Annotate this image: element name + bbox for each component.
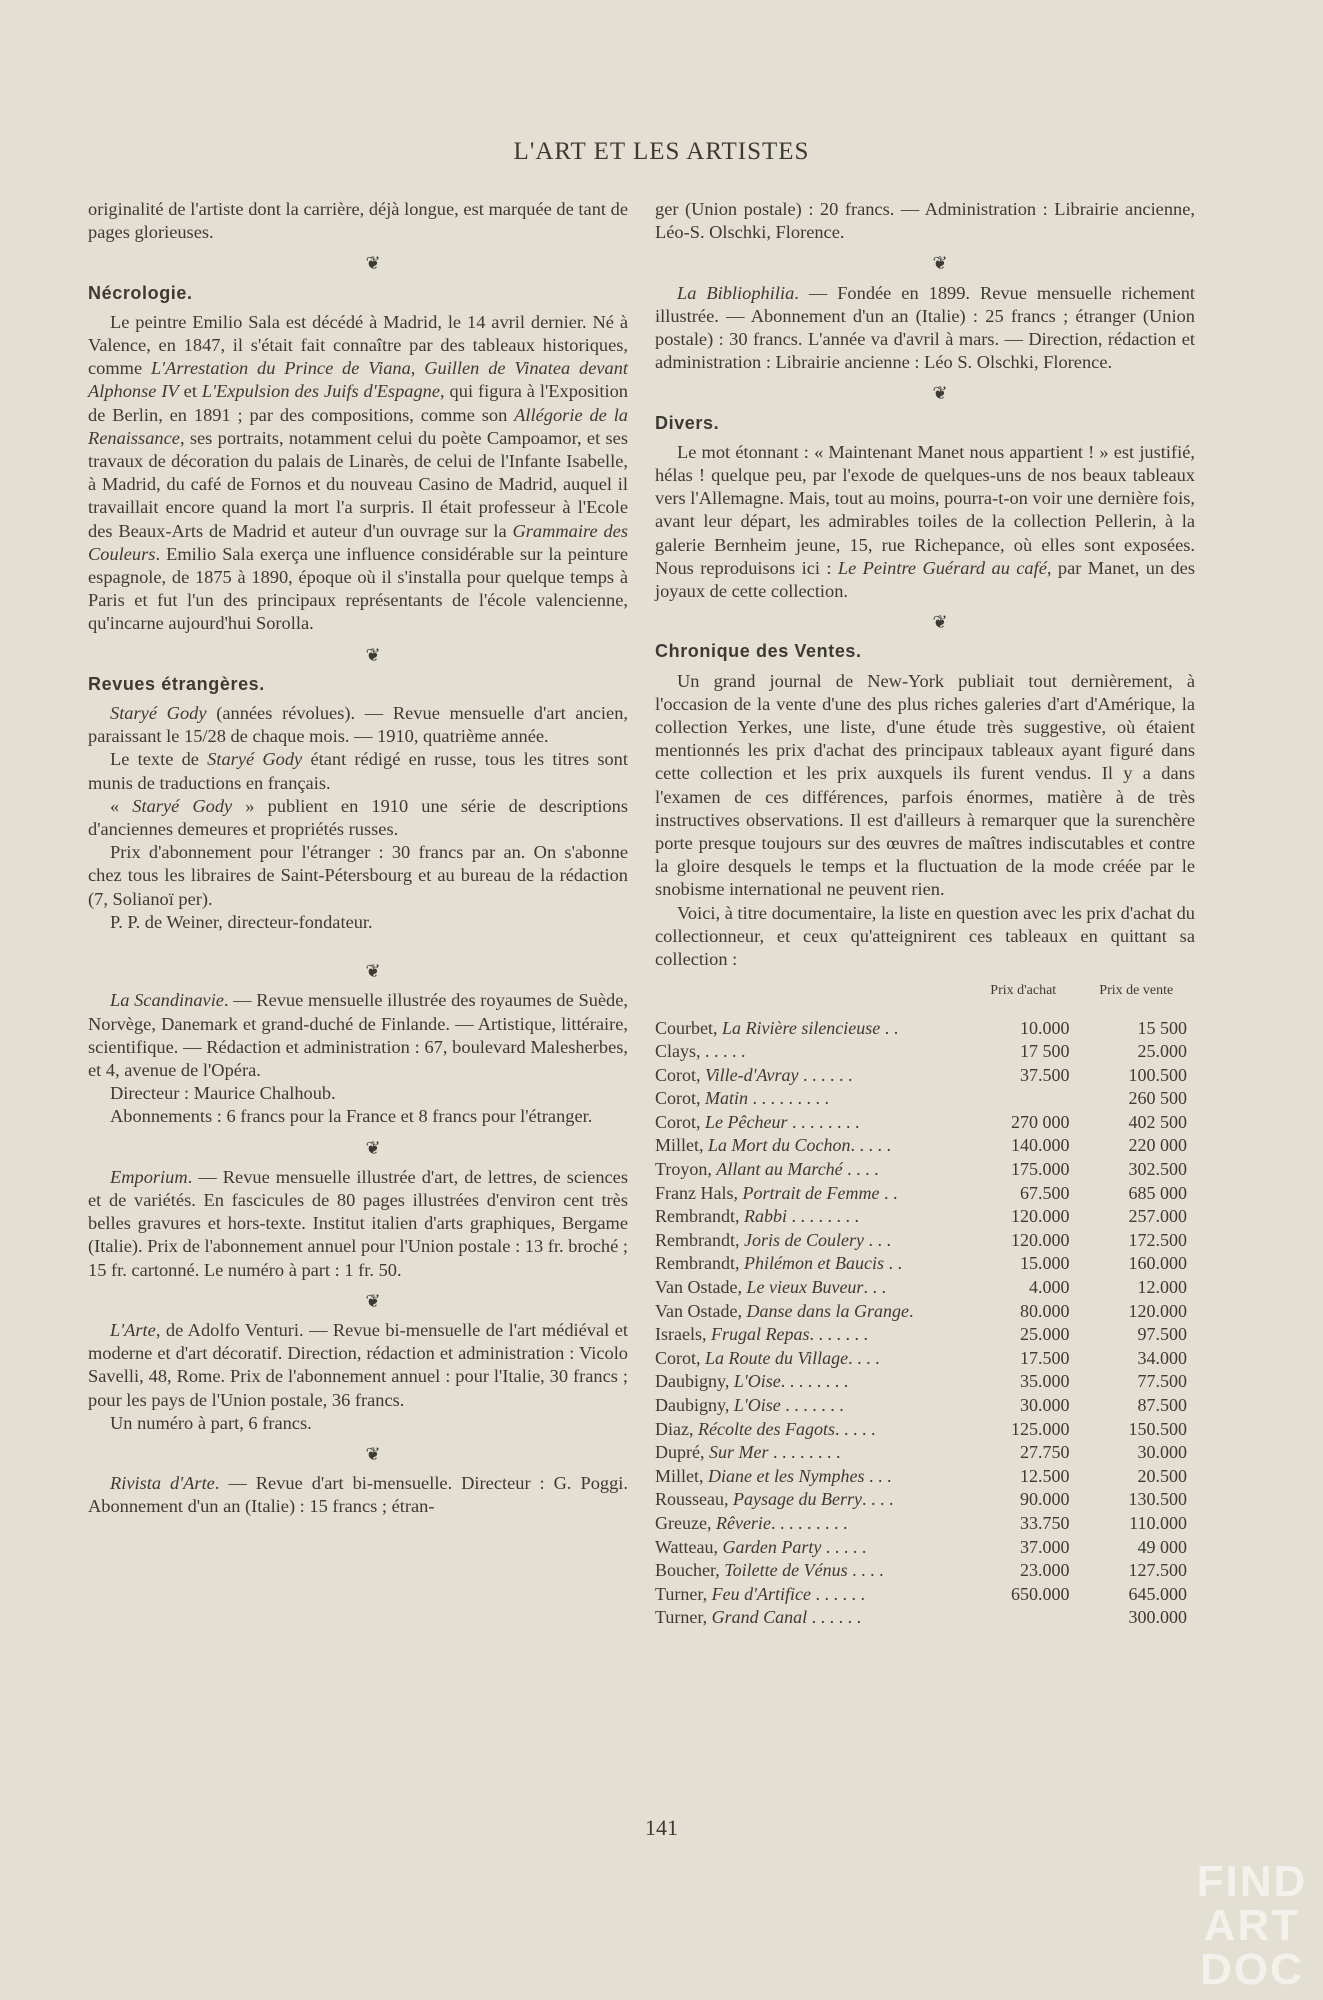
- painting-title: Feu d'Artifice: [711, 1583, 811, 1604]
- painter-name: Turner,: [655, 1583, 712, 1604]
- necrologie-paragraph: Le peintre Emilio Sala est décédé à Madrid, le 14 avril dernier. Né à Valence, en 1847, il s'était fait connaître par des tableaux historiques, comme L'Arrestation du Prince de Viana, Guillen de Vinatea devant Alphonse IV et L'Expulsion des Juifs d'Espagne, qui figura à l'Exposition de Berlin, en 1891 ; par des compositions, comme son Allégorie de la Renaissance, ses portraits, notamment celui du poète Campoamor, et ses travaux de décoration du palais de Linarès, de celui de l'Infante Isabelle, à Madrid, du café de Fornos et du nouveau Casino de Madrid, auquel il travaillait encore quand la mort l'a surpris. Il était professeur à l'Ecole des Beaux-Arts de Madrid et auteur d'un ouvrage sur la Grammaire des Couleurs. Emilio Sala exerça une influence considérable sur la peinture espagnole, de 1875 à 1890, époque où il s'installa pour quelque temps à Paris et fut l'un des principaux représentants de l'école valencienne, qu'incarne aujourd'hui Sorolla.: [88, 311, 629, 634]
- purchase-price: 17 500: [1019, 1041, 1070, 1062]
- page-number: 141: [645, 1815, 678, 1840]
- watermark-logo: [1187, 1857, 1317, 1994]
- staryegody-director: P. P. de Weiner, directeur-fondateur.: [110, 911, 373, 932]
- painting-cell: [655, 1606, 969, 1630]
- fleuron-ornament: ❦: [365, 1137, 381, 1158]
- leader-dots: . .: [883, 1253, 902, 1274]
- table-row: [655, 1229, 1195, 1253]
- table-row: [655, 1323, 1195, 1347]
- painting-cell: [655, 1559, 969, 1583]
- purchase-price: [969, 1606, 1077, 1630]
- painting-title: Allant au Marché: [716, 1159, 843, 1180]
- painting-cell: [655, 1111, 969, 1135]
- leader-dots: . . . . .: [821, 1536, 867, 1557]
- painter-name: Greuze,: [655, 1512, 716, 1533]
- sale-price: 97.500: [1137, 1324, 1187, 1345]
- sale-price: 150.500: [1128, 1418, 1187, 1439]
- sale-price: 300.000: [1128, 1607, 1187, 1628]
- sale-price: 127.500: [1128, 1560, 1187, 1581]
- painting-title: Matin: [705, 1088, 749, 1109]
- painting-title: Rabbi: [743, 1206, 787, 1227]
- painting-title: Rêverie: [715, 1512, 771, 1533]
- sale-price: 160.000: [1128, 1253, 1187, 1274]
- painting-cell: [655, 1182, 969, 1206]
- leader-dots: . . . . . . .: [809, 1324, 868, 1345]
- purchase-price: 35.000: [1019, 1371, 1070, 1392]
- leader-dots: . . . . .: [834, 1418, 876, 1439]
- purchase-price: 120.000: [1010, 1206, 1070, 1227]
- ventes-paragraph-2: Voici, à titre documentaire, la liste en question avec les prix d'achat du collectionneur, et ceux qu'atteignirent ces tableaux en quittant sa collection :: [655, 902, 1195, 970]
- leader-dots: . . . .: [842, 1159, 879, 1180]
- painter-name: Van Ostade,: [655, 1300, 747, 1321]
- column-header-sale-price: Prix de vente: [1099, 983, 1174, 999]
- painting-cell: [655, 1583, 969, 1607]
- purchase-price: 12.500: [1019, 1465, 1070, 1486]
- purchase-price: [969, 1087, 1077, 1111]
- painter-name: Corot,: [655, 1111, 706, 1132]
- painter-name: Corot,: [655, 1347, 706, 1368]
- section-title-revues: Revues étrangères.: [88, 673, 265, 694]
- column-header-buy-price: Prix d'achat: [990, 983, 1057, 999]
- purchase-price: 140.000: [1010, 1135, 1070, 1156]
- larte-paragraph: L'Arte, de Adolfo Venturi. — Revue bi-mensuelle de l'art médiéval et moderne et d'art décoratif. Direction, rédaction et administration : Vicolo Savelli, 48, Rome. Prix de l'abonnement annuel : pour l'Italie, 30 francs ; pour les pays de l'Union postale, 36 francs.: [88, 1319, 628, 1410]
- sale-price: 220 000: [1128, 1135, 1187, 1156]
- table-row: [655, 1536, 1195, 1560]
- sale-price: 302.500: [1128, 1159, 1187, 1180]
- painting-title: Danse dans la Grange: [746, 1300, 909, 1321]
- leader-dots: . . . . . . . .: [787, 1111, 860, 1132]
- leader-dots: . . . .: [848, 1347, 880, 1368]
- painting-cell: [655, 1134, 969, 1158]
- leader-dots: . . . . . . .: [780, 1395, 844, 1415]
- leader-dots: . . . . .: [700, 1041, 746, 1062]
- sale-price: 49 000: [1137, 1536, 1187, 1557]
- purchase-price: 175.000: [1010, 1159, 1070, 1180]
- table-row: [655, 1347, 1195, 1371]
- section-title-ventes: Chronique des Ventes.: [655, 641, 862, 662]
- sale-price: 130.500: [1128, 1489, 1187, 1510]
- divers-paragraph: Le mot étonnant : « Maintenant Manet nous appartient ! » est justifié, hélas ! quelque peu, par l'exode de quelques-uns de nos beaux tableaux vers l'Allemagne. Mais, tout au moins, pourra-t-on voir une dernière fois, avant leur départ, les admirables toiles de la collection Pellerin, à la galerie Bernheim jeune, 15, rue Richepance, où elles sont exposées. Nous reproduisons ici : Le Peintre Guérard au café, par Manet, un des joyaux de cette collection.: [655, 441, 1195, 602]
- painting-cell: [655, 1252, 969, 1276]
- painting-cell: [655, 1512, 969, 1536]
- table-row: [655, 1441, 1195, 1465]
- table-row: [655, 1276, 1195, 1300]
- purchase-price: 90.000: [1019, 1489, 1070, 1510]
- painter-name: Courbet,: [655, 1017, 722, 1038]
- scandinavie-subscriptions: Abonnements : 6 francs pour la France et 8 francs pour l'étranger.: [110, 1106, 593, 1127]
- painting-title: Sur Mer: [708, 1442, 769, 1463]
- painting-cell: [655, 1536, 969, 1560]
- table-row: [655, 1087, 1195, 1111]
- painter-name: Rembrandt,: [655, 1206, 744, 1227]
- table-row: [655, 1017, 1195, 1041]
- table-row: [655, 1040, 1195, 1064]
- painting-cell: [655, 1370, 969, 1394]
- painter-name: Israels,: [655, 1324, 711, 1345]
- staryegody-paragraph-2: Le texte de Staryé Gody étant rédigé en russe, tous les titres sont munis de traductions en français.: [88, 749, 628, 793]
- painting-title: Paysage du Berry: [733, 1489, 862, 1510]
- sale-price: 34.000: [1137, 1347, 1187, 1368]
- table-row: [655, 1488, 1195, 1512]
- sales-table: [655, 979, 1195, 1630]
- purchase-price: 120.000: [1010, 1229, 1070, 1250]
- painting-title: Ville-d'Avray: [705, 1064, 799, 1085]
- sale-price: 87.500: [1137, 1395, 1187, 1415]
- scandinavie-paragraph: La Scandinavie. — Revue mensuelle illustrée des royaumes de Suède, Norvège, Danemark et grand-duché de Finlande. — Artistique, littéraire, scientifique. — Rédaction et administration : 67, boulevard Malesherbes, et 4, avenue de l'Opéra.: [88, 990, 629, 1080]
- sale-price: 402 500: [1128, 1111, 1187, 1132]
- bibliophilia-paragraph: La Bibliophilia. — Fondée en 1899. Revue mensuelle richement illustrée. — Abonnement d'un an (Italie) : 25 francs ; étranger (Union postale) : 30 francs. L'année va d'avril à mars. — Direction, rédaction et administration : Librairie ancienne : Léo S. Olschki, Florence.: [655, 282, 1195, 373]
- leader-dots: . . .: [863, 1229, 891, 1250]
- sale-price: 20.500: [1137, 1465, 1187, 1486]
- painting-title: La Rivière silencieuse: [722, 1017, 881, 1038]
- painting-cell: [655, 1040, 969, 1064]
- painting-title: L'Oise: [733, 1371, 781, 1392]
- purchase-price: 80.000: [1019, 1300, 1070, 1321]
- sales-table-header: [655, 979, 1195, 1016]
- painting-cell: [655, 1300, 969, 1324]
- leader-dots: . . . . .: [850, 1135, 892, 1156]
- painting-cell: [655, 1465, 969, 1489]
- painter-name: Rembrandt,: [655, 1229, 744, 1250]
- painter-name: Franz Hals,: [655, 1182, 743, 1203]
- emporium-paragraph: Emporium. — Revue mensuelle illustrée d'art, de lettres, de sciences et de variétés. En fascicules de 80 pages illustrées d'environ cent très belles gravures et hors-texte. Institut italien d'arts graphiques, Bergame (Italie). Prix de l'abonnement annuel pour l'Union postale : 13 fr. broché ; 15 fr. cartonné. Le numéro à part : 1 fr. 50.: [88, 1166, 628, 1280]
- section-title-necrologie: Nécrologie.: [88, 282, 193, 303]
- purchase-price: 650.000: [1010, 1583, 1070, 1604]
- sale-price: 100.500: [1128, 1064, 1187, 1085]
- painting-title: Récolte des Fagots: [697, 1418, 835, 1439]
- watermark-line: FIND: [1196, 1857, 1308, 1906]
- intro-paragraph: originalité de l'artiste dont la carrière, déjà longue, est marquée de tant de pages glorieuses.: [88, 199, 628, 243]
- painter-name: Boucher,: [655, 1560, 725, 1581]
- larte-issue-price: Un numéro à part, 6 francs.: [110, 1412, 312, 1433]
- purchase-price: 23.000: [1019, 1560, 1070, 1581]
- purchase-price: 270 000: [1010, 1111, 1070, 1132]
- table-row: [655, 1606, 1195, 1630]
- leader-dots: . . . . . . . .: [780, 1371, 849, 1392]
- painting-title: La Route du Village: [705, 1347, 849, 1368]
- watermark-line: DOC: [1200, 1945, 1304, 1994]
- table-row: [655, 1418, 1195, 1442]
- painting-title: Frugal Repas: [710, 1324, 810, 1345]
- painting-title: Le vieux Buveur: [746, 1277, 864, 1298]
- painting-title: Diane et les Nymphes: [708, 1465, 865, 1486]
- painting-title: La Mort du Cochon: [708, 1135, 851, 1156]
- leader-dots: . . .: [863, 1277, 886, 1298]
- sales-table-body: [655, 1017, 1195, 1630]
- staryegody-paragraph: Staryé Gody (années révolues). — Revue mensuelle d'art ancien, paraissant le 15/28 de chaque mois. — 1910, quatrième année.: [88, 703, 628, 747]
- leader-dots: . .: [879, 1182, 898, 1203]
- purchase-price: 27.750: [1019, 1442, 1070, 1463]
- fleuron-ornament: ❦: [932, 612, 948, 633]
- painting-cell: [655, 1347, 969, 1371]
- painter-name: Van Ostade,: [655, 1277, 747, 1298]
- leader-dots: .: [908, 1300, 914, 1321]
- staryegody-price: Prix d'abonnement pour l'étranger : 30 francs par an. On s'abonne chez tous les libraires de Saint-Pétersbourg et au bureau de la rédaction (7, Solianoï per).: [88, 842, 628, 909]
- table-row: [655, 1111, 1195, 1135]
- leader-dots: . . . . . .: [798, 1064, 853, 1085]
- painter-name: Daubigny,: [655, 1395, 734, 1415]
- table-row: [655, 1134, 1195, 1158]
- rivista-continuation: ger (Union postale) : 20 francs. — Administration : Librairie ancienne, Léo-S. Olschki, Florence.: [655, 199, 1195, 243]
- painting-title: Le Pêcheur: [705, 1111, 788, 1132]
- painter-name: Rembrandt,: [655, 1253, 744, 1274]
- fleuron-ornament: ❦: [365, 253, 381, 274]
- rivista-paragraph: Rivista d'Arte. — Revue d'art bi-mensuelle. Directeur : G. Poggi. Abonnement d'un an (Italie) : 15 francs ; étran-: [88, 1473, 629, 1517]
- painting-cell: [655, 1276, 969, 1300]
- purchase-price: 15.000: [1019, 1253, 1070, 1274]
- painter-name: Turner,: [655, 1607, 712, 1628]
- painting-title: Toilette de Vénus: [724, 1560, 848, 1581]
- ventes-paragraph: Un grand journal de New-York publiait tout dernièrement, à l'occasion de la vente d'une des plus riches galeries d'art d'Amérique, la collection Yerkes, une liste, d'une étude très suggestive, où étaient mentionnés les prix d'achat des principaux tableaux ayant figuré dans cette collection et les prix auxquels ils furent vendus. Il y a dans l'examen de ces différences, parfois énormes, matière à de très instructives observations. Il est d'ailleurs à remarquer que la surenchère porte presque toujours sur des œuvres de maîtres indiscutables et contre la gloire desquels le temps et la fluctuation de la mode créée par le snobisme international ne peuvent rien.: [655, 670, 1195, 900]
- painter-name: Diaz,: [655, 1418, 698, 1439]
- table-row: [655, 1182, 1195, 1206]
- left-column: [88, 198, 628, 1519]
- painter-name: Corot,: [655, 1064, 706, 1085]
- sale-price: 110.000: [1129, 1512, 1187, 1533]
- right-column: [655, 198, 1195, 1630]
- leader-dots: . . . . . .: [810, 1583, 865, 1604]
- sale-price: 685 000: [1128, 1182, 1187, 1203]
- painting-cell: [655, 1158, 969, 1182]
- table-row: [655, 1370, 1195, 1394]
- painting-title: Grand Canal: [711, 1607, 808, 1628]
- sale-price: 12.000: [1137, 1277, 1187, 1298]
- table-row: [655, 1158, 1195, 1182]
- table-row: [655, 1300, 1195, 1324]
- running-header: L'ART ET LES ARTISTES: [513, 138, 810, 165]
- sale-price: 15 500: [1137, 1017, 1187, 1038]
- sale-price: 120.000: [1128, 1300, 1187, 1321]
- painter-name: Clays,: [655, 1041, 701, 1062]
- purchase-price: 37.000: [1019, 1536, 1070, 1557]
- table-row: [655, 1559, 1195, 1583]
- table-row: [655, 1512, 1195, 1536]
- purchase-price: 30.000: [1019, 1395, 1070, 1415]
- sale-price: 257.000: [1128, 1206, 1187, 1227]
- painting-cell: [655, 1323, 969, 1347]
- painting-cell: [655, 1229, 969, 1253]
- leader-dots: . . .: [864, 1465, 892, 1486]
- leader-dots: . . . . . . . .: [768, 1442, 841, 1463]
- leader-dots: . . . .: [861, 1489, 894, 1510]
- painting-cell: [655, 1087, 969, 1111]
- painting-cell: [655, 1017, 969, 1041]
- painter-name: Watteau,: [655, 1536, 723, 1557]
- purchase-price: 25.000: [1019, 1324, 1070, 1345]
- table-row: [655, 1394, 1195, 1418]
- leader-dots: . . . .: [847, 1560, 884, 1581]
- table-row: [655, 1205, 1195, 1229]
- painter-name: Dupré,: [655, 1442, 709, 1463]
- purchase-price: 4.000: [1028, 1277, 1070, 1298]
- table-row: [655, 1465, 1195, 1489]
- painting-cell: [655, 1441, 969, 1465]
- painter-name: Corot,: [655, 1088, 706, 1109]
- painting-title: L'Oise: [733, 1395, 781, 1415]
- fleuron-ornament: ❦: [932, 253, 948, 274]
- painter-name: Troyon,: [655, 1159, 717, 1180]
- purchase-price: 33.750: [1019, 1512, 1070, 1533]
- painting-cell: [655, 1205, 969, 1229]
- purchase-price: 37.500: [1019, 1064, 1070, 1085]
- sale-price: 172.500: [1128, 1229, 1187, 1250]
- watermark-line: ART: [1203, 1901, 1301, 1950]
- sale-price: 260 500: [1128, 1088, 1187, 1109]
- purchase-price: 125.000: [1010, 1418, 1070, 1439]
- sale-price: 77.500: [1137, 1371, 1187, 1392]
- painting-title: Philémon et Baucis: [743, 1253, 884, 1274]
- leader-dots: . . . . . . . .: [786, 1206, 859, 1227]
- sale-price: 25.000: [1137, 1041, 1187, 1062]
- painter-name: Daubigny,: [655, 1371, 734, 1392]
- painting-title: Joris de Coulery: [743, 1229, 864, 1250]
- fleuron-ornament: ❦: [365, 1443, 381, 1464]
- painter-name: Millet,: [655, 1135, 708, 1156]
- fleuron-ornament: ❦: [365, 644, 381, 665]
- leader-dots: . . . . . . . . .: [748, 1088, 830, 1109]
- table-row: [655, 1252, 1195, 1276]
- fleuron-ornament: ❦: [932, 383, 948, 404]
- fleuron-ornament: ❦: [365, 961, 381, 982]
- staryegody-paragraph-3: « Staryé Gody » publient en 1910 une série de descriptions d'anciennes demeures et propriétés russes.: [88, 795, 629, 840]
- fleuron-ornament: ❦: [365, 1290, 381, 1311]
- painting-title: Garden Party: [722, 1536, 822, 1557]
- table-row: [655, 1583, 1195, 1607]
- painter-name: Millet,: [655, 1465, 708, 1486]
- leader-dots: . . . . . . . . .: [770, 1512, 848, 1533]
- purchase-price: 10.000: [1019, 1017, 1070, 1038]
- painting-cell: [655, 1064, 969, 1088]
- sale-price: 30.000: [1137, 1442, 1187, 1463]
- painting-cell: [655, 1418, 969, 1442]
- painting-cell: [655, 1394, 969, 1418]
- painting-cell: [655, 1488, 969, 1512]
- painting-title: Portrait de Femme: [742, 1182, 880, 1203]
- painter-name: Rousseau,: [655, 1489, 733, 1510]
- leader-dots: . . . . . .: [807, 1607, 862, 1628]
- sale-price: 645.000: [1128, 1583, 1187, 1604]
- table-row: [655, 1064, 1195, 1088]
- purchase-price: 17.500: [1019, 1347, 1070, 1368]
- section-title-divers: Divers.: [655, 412, 720, 433]
- purchase-price: 67.500: [1019, 1182, 1070, 1203]
- scandinavie-director: Directeur : Maurice Chalhoub.: [110, 1083, 336, 1104]
- leader-dots: . .: [880, 1017, 899, 1038]
